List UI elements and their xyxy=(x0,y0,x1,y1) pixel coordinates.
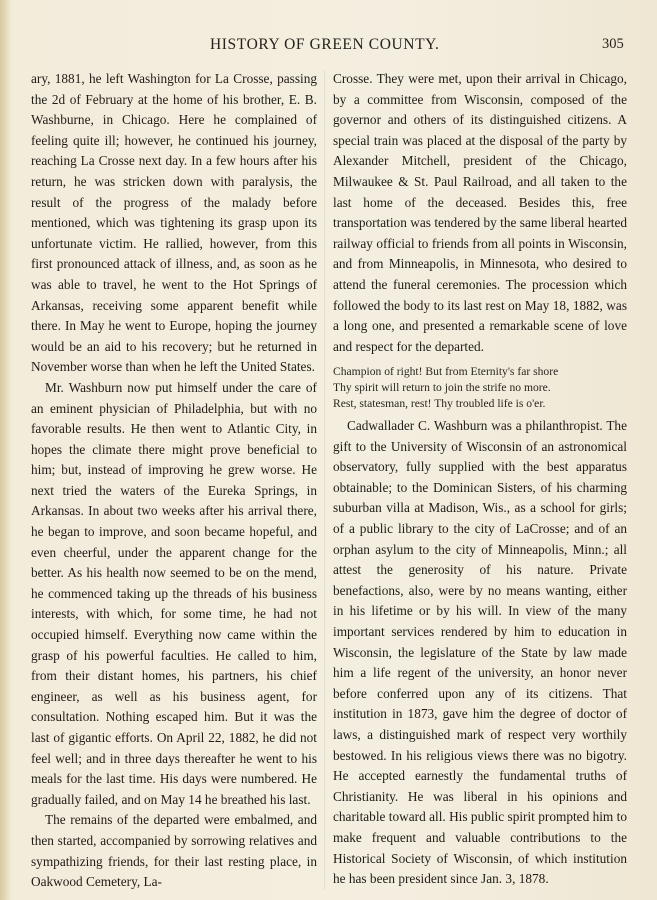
paragraph-illness-decline: Mr. Washburn now put himself under the care of an eminent physician of Philadelphia, but with no favorable results. He then went to Atlantic City, in hopes the climate there might prove beneficial to him; but, instead of improving he grew worse. He next tried the waters of the Eureka Springs, in Arkansas. In about two weeks after his arrival there, he began to improve, and soon became hopeful, and even cheerful, under the apparent change for the better. As his health now seemed to be on the mend, he commenced taking up the threads of his business interests, with which, for some time, he had not occupied himself. Everything now came within the grasp of his powerful faculties. He called to him, from their distant homes, his partners, his chief engineer, as well as his business agent, for consultation. Nothing escaped him. But it was the last of gigantic efforts. On April 22, 1882, he did not feel well; and in three days thereafter he went to his meals for the last time. His days were numbered. He gradually failed, and on May 14 he breathed his last. xyxy=(31,379,317,807)
paragraph-funeral-procession: Crosse. They were met, upon their arrival in Chicago, by a committee from Wisconsin, composed of the governor and others of its distinguished citizens. A special train was placed at the disposal of the party by Alexander Mitchell, president of the Chicago, Milwaukee & St. Paul Railroad, and all taken to the last home of the deceased. Besides this, free transportation was tendered by the same liberal hearted railway official to friends from all points in Wisconsin, and from Minneapolis, in Minnesota, who desired to attend the funeral ceremonies. The procession which followed the body to its last rest on May 18, 1882, was a long one, and presented a remarkable scene of love and respect for the departed. xyxy=(333,71,627,354)
paragraph-philanthropy: Cadwallader C. Washburn was a philanthropist. The gift to the University of Wisconsin of an astronomical observatory, fully supplied with the best apparatus obtainable; to the Dominican Sisters, of his charming suburban villa at Madison, Wis., as a school for girls; of a public library to the city of LaCrosse; and of an orphan asylum to the city of Minneapolis, Minn.; all attest the generosity of his nature. Private benefactions, also, were by no means wanting, either in his lifetime or by his will. In view of the many important services rendered by him to education in Wisconsin, the legislature of the State by law made him a life regent of the university, an honor never before conferred upon any of its citizens. That institution in 1873, gave him the degree of doctor of laws, a distinguished mark of respect very worthily bestowed. In his religious views there was no bigotry. He accepted earnestly the fundamental truths of Christianity. He was liberal in his opinions and charitable toward all. His public spirit prompted him to make frequent and valuable contributions to the Historical Society of Wisconsin, of which institution he has been president since Jan. 3, 1878. xyxy=(333,418,627,887)
right-text-column xyxy=(333,69,627,890)
paragraph-funeral-journey: The remains of the departed were embalmed, and then started, accompanied by sorrowing relatives and sympathizing friends, for their last resting place, in Oakwood Cemetery, La- xyxy=(31,812,317,890)
running-head-title: HISTORY OF GREEN COUNTY. xyxy=(210,36,440,53)
left-text-column xyxy=(31,69,317,893)
paragraph-washington-departure: ary, 1881, he left Washington for La Crosse, passing the 2d of February at the home of his brother, E. B. Washburne, in Chicago. Here he complained of feeling quite ill; however, he continued his journey, reaching La Crosse next day. In a few hours after his return, he was stricken down with paralysis, the result of the progress of the malady before mentioned, which was tightening its grasp upon its unfortunate victim. He rallied, however, from this first pronounced attack of illness, and, as soon as he was able to travel, he went to the Hot Springs of Arkansas, receiving some apparent benefit while there. In May he went to Europe, hoping the journey would be an aid to his recovery; but he returned in November worse than when he left the United States. xyxy=(31,71,317,375)
memorial-verse: Champion of right! But from Eternity's far shore Thy spirit will return to join the strife no more. Rest, statesman, rest! Thy troubled life is o'er. xyxy=(333,365,559,410)
binding-shadow xyxy=(0,0,10,900)
page-number: 305 xyxy=(602,36,624,52)
column-gutter xyxy=(324,70,325,890)
